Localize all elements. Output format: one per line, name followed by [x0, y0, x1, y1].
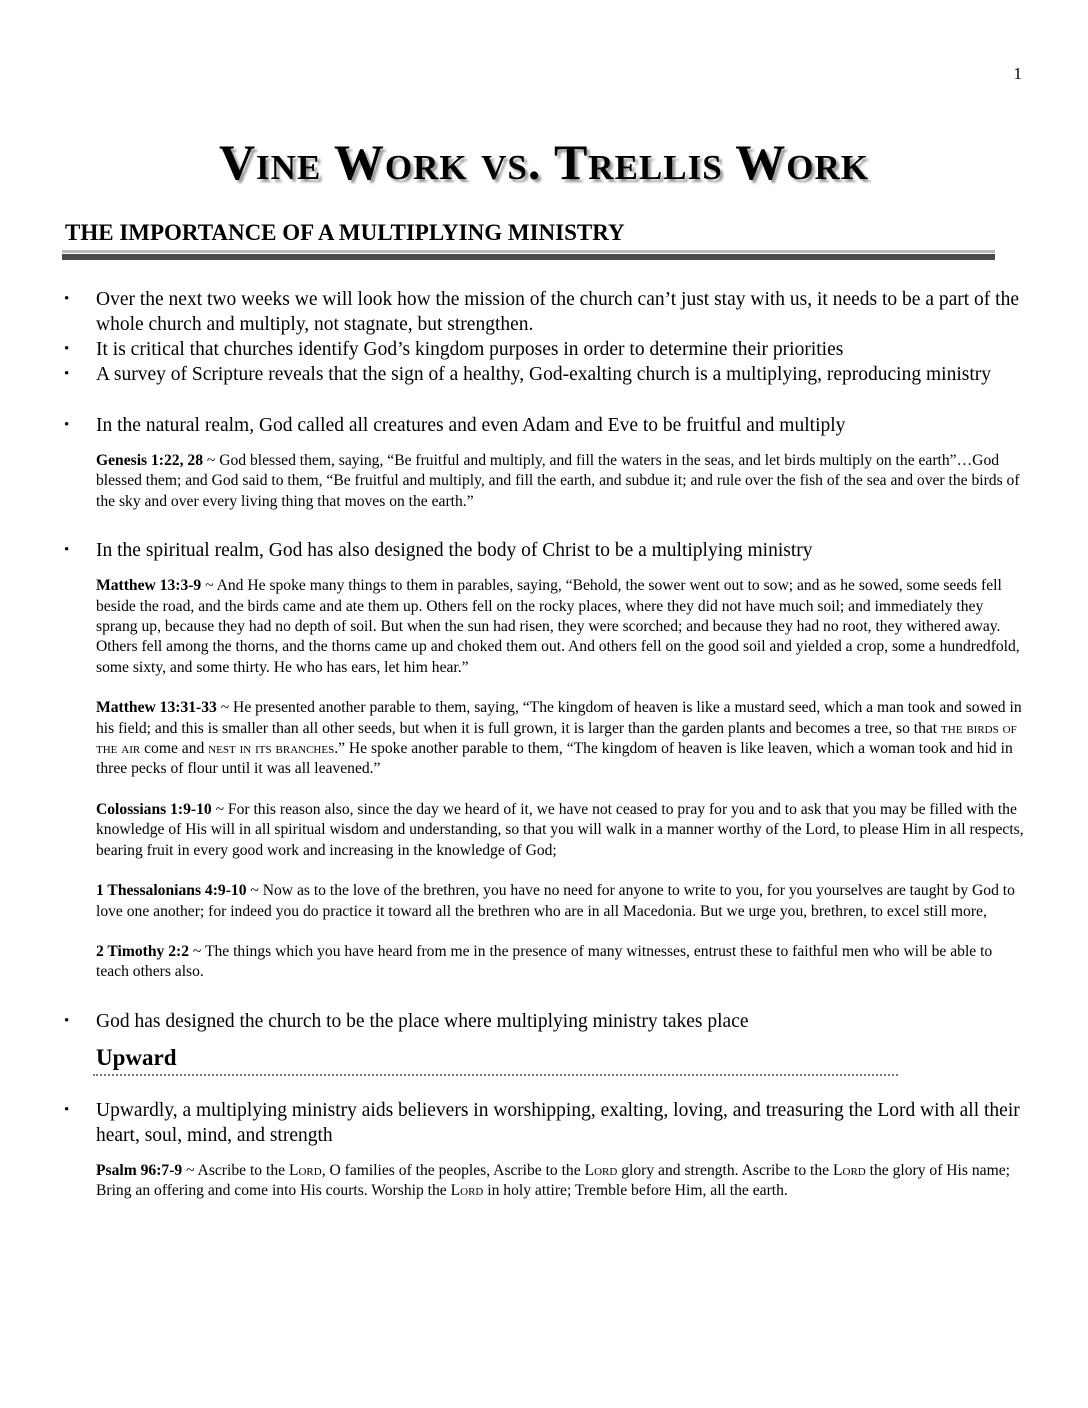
scripture-text: ~ He presented another parable to them, saying, “The kingdom of heaven is like a mustard seed, which a man took and sowed in his field; and this is smaller than all other seeds, but when it is full grown, it is larger than the garden plants and becomes a tree, so that [96, 699, 1022, 737]
bullet-text: It is critical that churches identify God’s kingdom purposes in order to determine their priorities [96, 339, 844, 360]
subheading-rule [93, 1072, 898, 1076]
bullet-icon: • [64, 542, 70, 559]
scripture-quote-colossians [0, 800, 1088, 861]
bullet-text: In the natural realm, God called all creatures and even Adam and Eve to be fruitful and multiply [96, 415, 846, 436]
scripture-reference: Genesis 1:22, 28 [96, 452, 203, 469]
bullet-icon: • [64, 1012, 70, 1029]
bullet-icon: • [64, 291, 70, 307]
scripture-quote-psalm [0, 1161, 1088, 1202]
scripture-text: the glory of His name; Bring an offering and come into His courts. Worship the [96, 1161, 1010, 1200]
section-heading: THE IMPORTANCE OF A MULTIPLYING MINISTRY [65, 220, 625, 245]
bullet-item [0, 1009, 1088, 1034]
scripture-text: ~ God blessed them, saying, “Be fruitful and multiply, and fill the waters in the seas, and let birds multiply on the earth”…God blessed them; and God said to them, “Be fruitful and multiply, and fill the earth, and subdue it; and rule over the fish of the sea and over the birds of the sky and over every living thing that moves on the earth.” [96, 452, 1020, 510]
scripture-text: in holy attire; Tremble before Him, all the earth. [483, 1182, 788, 1200]
scripture-reference: 2 Timothy 2:2 [96, 942, 189, 960]
scripture-quote-genesis [0, 451, 1088, 512]
scripture-quote-timothy [0, 942, 1088, 983]
scripture-text: come and [140, 740, 209, 758]
small-caps-quote: the birds of the air [96, 719, 1017, 758]
scripture-reference: Matthew 13:3-9 [96, 577, 202, 595]
bullet-text: Upwardly, a multiplying ministry aids believers in worshipping, exalting, loving, and treasuring the Lord with all their heart, soul, mind, and strength [96, 1099, 1020, 1146]
document-title: Vine Work vs. Trellis Work [218, 134, 870, 190]
bullet-item [0, 337, 1088, 362]
lord-small-caps: Lord [450, 1182, 484, 1200]
scripture-reference: Matthew 13:31-33 [96, 699, 217, 717]
subheading-upward-block [0, 1044, 1088, 1072]
scripture-text: ~ Ascribe to the [182, 1161, 289, 1179]
scripture-text: ~ Now as to the love of the brethren, you have no need for anyone to write to you, for you yourselves are taught by God to love one another; for indeed you do practice it toward all the brethren who are in all Macedonia. But we urge you, brethren, to excel still more, [96, 882, 1015, 920]
bullet-text: A survey of Scripture reveals that the sign of a healthy, God-exalting church is a multiplying, reproducing ministry [96, 364, 991, 385]
bullet-item [0, 413, 1088, 438]
scripture-reference: Colossians 1:9-10 [96, 800, 212, 818]
document-body [0, 287, 1088, 1202]
scripture-quote-thessalonians [0, 881, 1088, 922]
heading-rule [62, 250, 995, 260]
bullet-item [0, 1098, 1088, 1148]
lord-small-caps: Lord [288, 1161, 322, 1179]
small-caps-quote: nest in its branches [208, 740, 335, 758]
scripture-text: .” He spoke another parable to them, “The kingdom of heaven is like leaven, which a woman took and hid in three pecks of flour until it was all leavened.” [96, 740, 1013, 778]
lord-small-caps: Lord [584, 1161, 618, 1179]
bullet-text: Over the next two weeks we will look how the mission of the church can’t just stay with us, it needs to be a part of the whole church and multiply, not stagnate, but strengthen. [96, 289, 1019, 335]
scripture-text: ~ The things which you have heard from me in the presence of many witnesses, entrust these to faithful men who will be able to teach others also. [96, 942, 993, 981]
bullet-item [0, 538, 1088, 563]
scripture-reference: 1 Thessalonians 4:9-10 [96, 882, 247, 900]
scripture-reference: Psalm 96:7-9 [96, 1161, 183, 1179]
page-number: 1 [1013, 64, 1022, 83]
scripture-text: glory and strength. Ascribe to the [617, 1161, 833, 1179]
scripture-quote-matthew-13-31 [0, 698, 1088, 780]
scripture-quote-matthew-13-3 [0, 576, 1088, 678]
scripture-text: ~ And He spoke many things to them in parables, saying, “Behold, the sower went out to sow; and as he sowed, some seeds fell beside the road, and the birds came and ate them up. Others fell on the rocky places, where they did not have much soil; and immediately they sprang up, because they had no depth of soil. But when the sun had risen, they were scorched; and because they had no root, they withered away. Others fell among the thorns, and the thorns came up and choked them out. And others fell on the good soil and yielded a crop, some a hundredfold, some sixty, and some thirty. He who has ears, let him hear.” [96, 577, 1020, 676]
scripture-text: ~ For this reason also, since the day we heard of it, we have not ceased to pray for you and to ask that you may be filled with the knowledge of His will in all spiritual wisdom and understanding, so that you will walk in a manner worthy of the Lord, to please Him in all respects, bearing fruit in every good work and increasing in the knowledge of God; [96, 800, 1024, 859]
scripture-text: , O families of the peoples, Ascribe to the [321, 1161, 585, 1179]
bullet-icon: • [64, 366, 70, 382]
bullet-item [0, 287, 1088, 337]
lord-small-caps: Lord [832, 1161, 866, 1179]
bullet-icon: • [64, 417, 70, 433]
bullet-item [0, 362, 1088, 387]
bullet-text: In the spiritual realm, God has also designed the body of Christ to be a multiplying ministry [96, 540, 813, 562]
bullet-icon: • [64, 341, 70, 357]
bullet-text: God has designed the church to be the place where multiplying ministry takes place [96, 1010, 749, 1032]
bullet-icon: • [64, 1101, 70, 1118]
subheading-upward: Upward [96, 1044, 177, 1070]
